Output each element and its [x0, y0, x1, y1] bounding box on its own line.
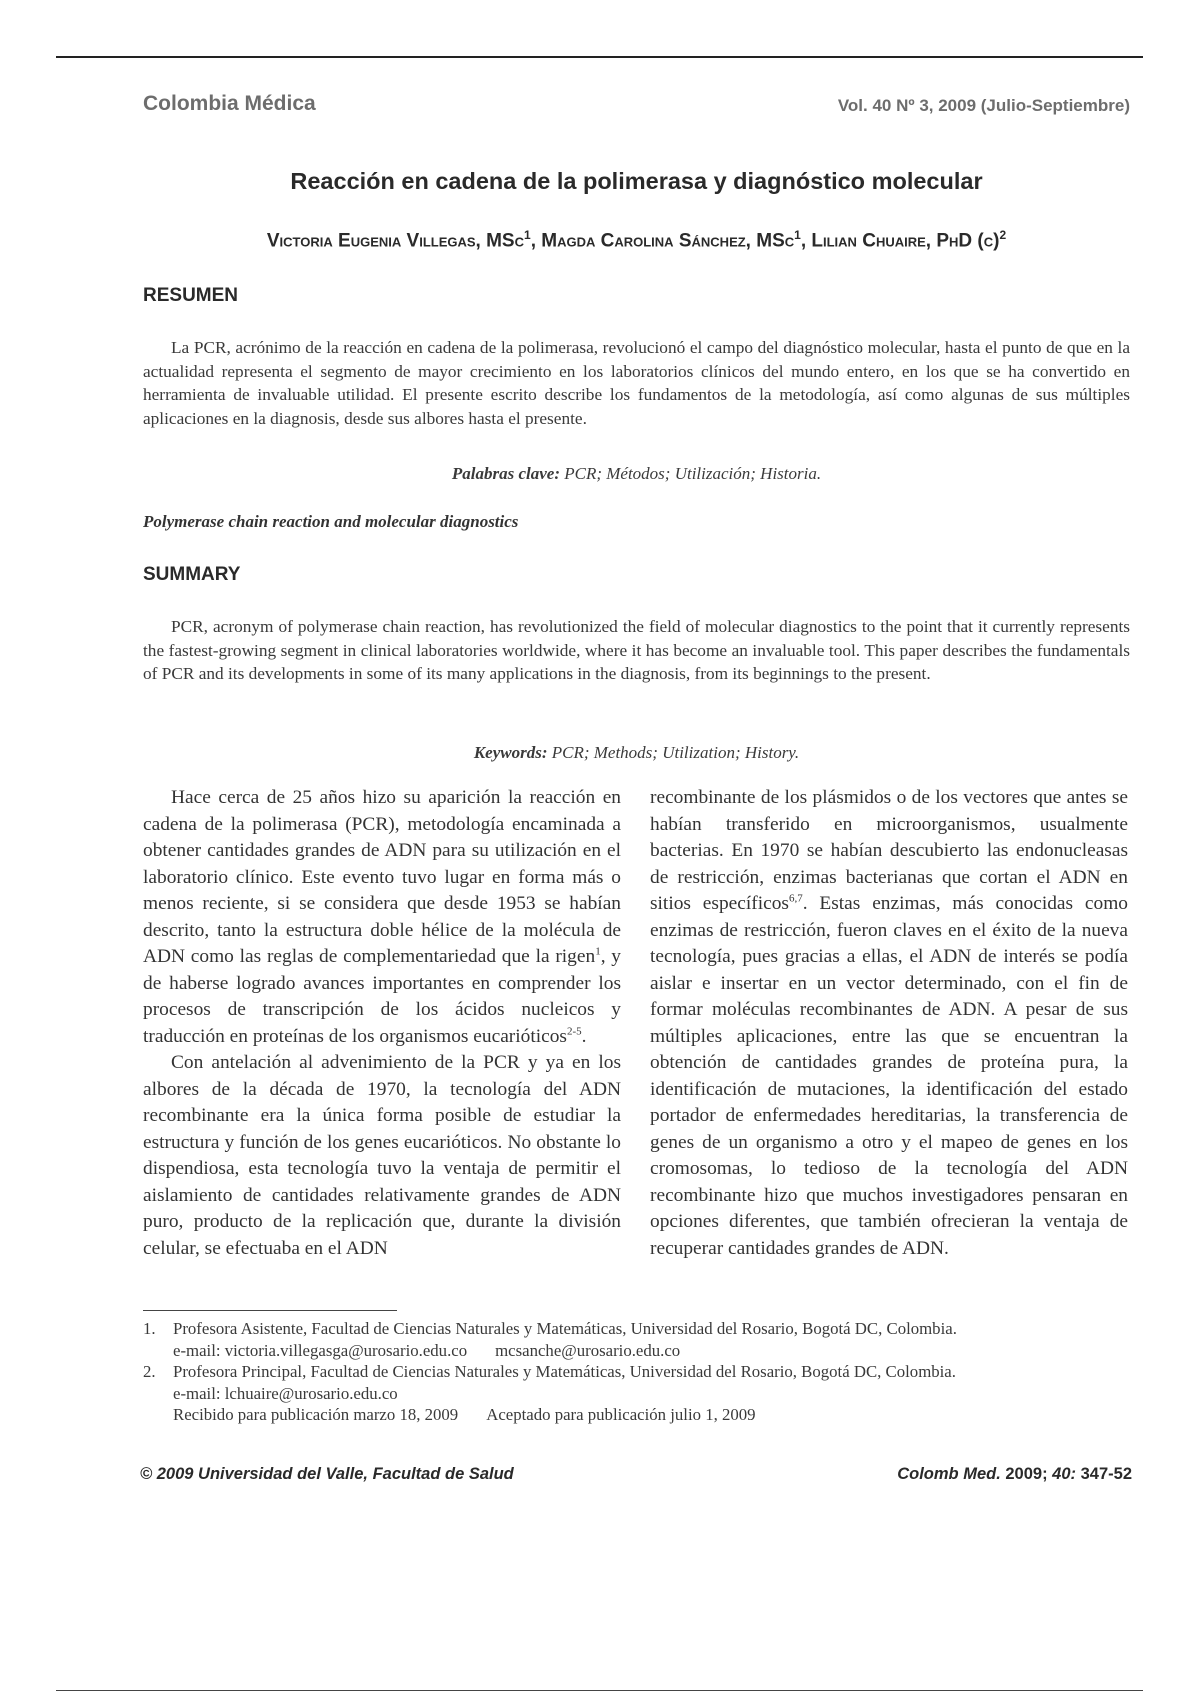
author-affiliation-ref: 2 [999, 228, 1007, 242]
journal-name: Colombia Médica [143, 92, 316, 115]
citation-ref: 2-5 [566, 1025, 582, 1038]
footnote-email: e-mail: victoria.villegasga@urosario.edu.co [173, 1340, 468, 1360]
footnote-1 [143, 1318, 1133, 1361]
keywords-label: Keywords: [473, 743, 548, 762]
footnote-2 [143, 1361, 1133, 1426]
author-name: Magda Carolina Sánchez, MSc [541, 230, 795, 252]
keywords-list: PCR; Methods; Utilization; History. [551, 743, 800, 762]
footnote-number: 2. [143, 1362, 156, 1381]
resumen-heading: RESUMEN [143, 285, 239, 306]
author-list [143, 228, 1130, 252]
footnote-email: mcsanche@urosario.edu.co [495, 1340, 681, 1360]
body-column-left [143, 785, 621, 1262]
author-separator: , [800, 230, 812, 252]
summary-heading: SUMMARY [143, 564, 241, 585]
citation-ref: 1 [595, 945, 601, 958]
body-paragraph: recombinante de los plásmidos o de los vectores que antes se habían transferido en microorganismos, usualmente bacterias. En 1970 se habían descubierto las endonucleasas de restricción, enzimas bacterianas que cortan el ADN en sitios específicos$^{6,7}$. Estas enzimas, más conocidas como enzimas de restricción, fueron claves en el éxito de la nueva tecnología, pues gracias a ellas, el ADN de interés se podía aislar e insertar en un vector determinado, con el fin de formar moléculas recombinantes de ADN. A pesar de sus múltiples aplicaciones, entre las que se encuentran la obtención de cantidades grandes de proteína pura, la identificación de mutaciones, la identificación del estado portador de enfermedades hereditarias, la transferencia de genes de un organismo a otro y el mapeo de genes en los cromosomas, lo tedioso de la tecnología del ADN recombinante hizo que muchos investigadores pensaran en opciones diferentes, que también ofrecieran la ventaja de recuperar cantidades grandes de ADN. [650, 787, 1128, 1259]
author-affiliation-ref: 1 [524, 228, 531, 242]
received-date: Recibido para publicación marzo 18, 2009 [173, 1405, 459, 1424]
summary-keywords [143, 743, 1130, 763]
body-column-right [650, 785, 1128, 1262]
article-title: Reacción en cadena de la polimerasa y diagnóstico molecular [290, 168, 983, 194]
top-rule [56, 56, 1143, 58]
author-name: Lilian Chuaire, PhD (c) [811, 230, 1000, 252]
accepted-date: Aceptado para publicación julio 1, 2009 [486, 1405, 756, 1424]
bottom-rule [56, 1690, 1143, 1691]
issue-info: Vol. 40 Nº 3, 2009 (Julio-Septiembre) [837, 96, 1130, 115]
body-paragraph: Hace cerca de 25 años hizo su aparición la reacción en cadena de la polimerasa (PCR), metodología encaminada a obtener cantidades grandes de ADN para su utilización en el laboratorio clínico. Este evento tuvo lugar en forma más o menos reciente, si se considera que desde 1953 se habían descrito, tanto la estructura doble hélice de la molécula de ADN como las reglas de complementariedad que la rigen$^1$, y de haberse logrado avances importantes en comprender los procesos de transcripción de los ácidos nucleicos y traducción en proteínas de los organismos eucarióticos$^{2-5}$. [143, 787, 622, 1047]
resumen-keywords [143, 464, 1130, 484]
summary-text: PCR, acronym of polymerase chain reaction, has revolutionized the field of molecular diagnostics to the point that it currently represents the fastest-growing segment in clinical laboratories worldwide, where it has become an invaluable tool. This paper describes the fundamentals of PCR and its developments in some of its many applications in the diagnosis, from its beginnings to the present. [143, 617, 1130, 683]
keywords-label: Palabras clave: [451, 464, 560, 483]
journal-citation: Colomb Med. 2009; 40: 347-52 [897, 1465, 1132, 1483]
english-title: Polymerase chain reaction and molecular diagnostics [143, 512, 519, 531]
citation-ref: 6,7 [788, 892, 803, 905]
footnote-affiliation: Profesora Principal, Facultad de Ciencias Naturales y Matemáticas, Universidad del Rosario, Bogotá DC, Colombia. [173, 1362, 956, 1381]
keywords-list: PCR; Métodos; Utilización; Historia. [564, 464, 822, 483]
author-separator: , [530, 230, 542, 252]
copyright: © 2009 Universidad del Valle, Facultad de Salud [140, 1465, 514, 1483]
resumen-text: La PCR, acrónimo de la reacción en cadena de la polimerasa, revolucionó el campo del diagnóstico molecular, hasta el punto de que en la actualidad representa el segmento de mayor crecimiento en los laboratorios clínicos del mundo entero, en los que se ha convertido en herramienta de invaluable utilidad. El presente escrito describe los fundamentos de la metodología, así como algunas de sus múltiples aplicaciones en la diagnosis, desde sus albores hasta el presente. [143, 338, 1130, 428]
footnote-rule [143, 1310, 397, 1311]
author-affiliation-ref: 1 [794, 228, 801, 242]
footnote-affiliation: Profesora Asistente, Facultad de Ciencias Naturales y Matemáticas, Universidad del Rosario, Bogotá DC, Colombia. [173, 1319, 957, 1338]
author-name: Victoria Eugenia Villegas, MSc [266, 230, 524, 252]
body-paragraph: Con antelación al advenimiento de la PCR y ya en los albores de la década de 1970, la tecnología del ADN recombinante era la única forma posible de estudiar la estructura y función de los genes eucarióticos. No obstante lo dispendiosa, esta tecnología tuvo la ventaja de permitir el aislamiento de cantidades relativamente grandes de ADN puro, producto de la replicación que, durante la división celular, se efectuaba en el ADN [143, 1052, 621, 1259]
footnote-number: 1. [143, 1319, 156, 1338]
footnote-email: e-mail: lchuaire@urosario.edu.co [173, 1383, 398, 1403]
footnotes [143, 1318, 1133, 1426]
